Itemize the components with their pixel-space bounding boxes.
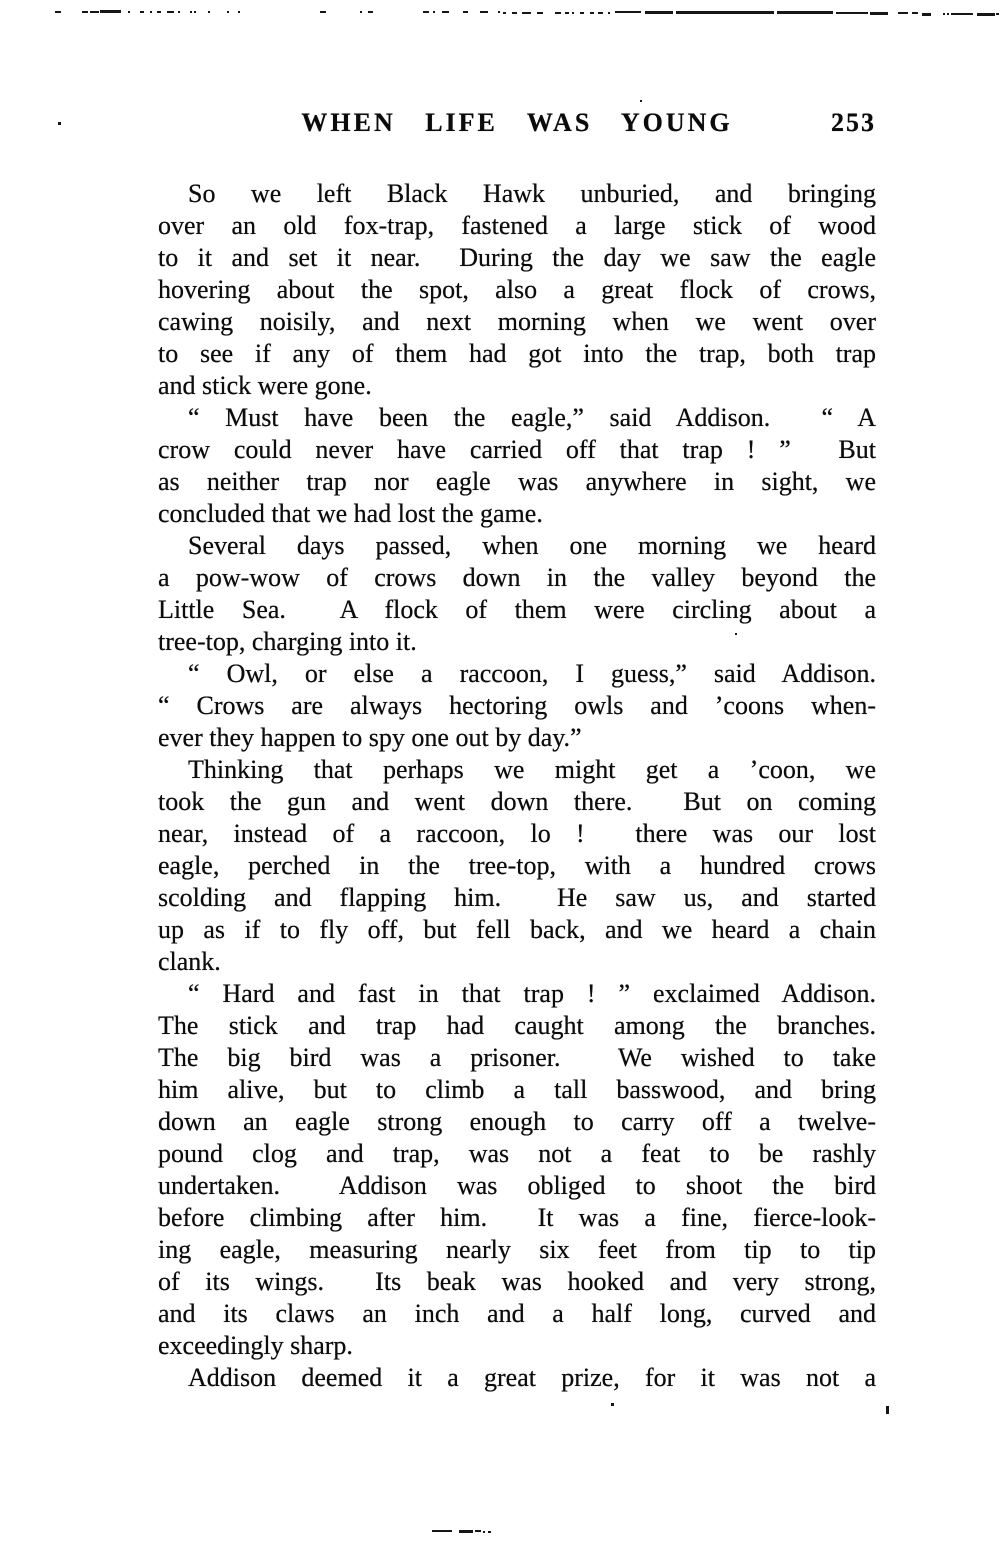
- text-line: ing eagle, measuring nearly six feet from tip to tip: [158, 1235, 876, 1264]
- scan-artifact-mark: [870, 12, 888, 15]
- text-line: cawing noisily, and next morning when we went over: [158, 307, 876, 336]
- scan-artifact-mark: [150, 11, 152, 13]
- text-line: “ Crows are always hectoring owls and ’coons when-: [158, 691, 876, 720]
- scan-artifact-mark: [943, 13, 945, 15]
- text-line: concluded that we had lost the game.: [158, 499, 543, 528]
- paragraph: [158, 178, 876, 402]
- scan-artifact-mark: [922, 13, 931, 16]
- scan-artifact-mark: [488, 1531, 491, 1533]
- paragraph: [158, 658, 876, 754]
- text-line: clank.: [158, 947, 221, 976]
- scan-artifact-mark: [611, 1403, 614, 1406]
- scan-artifact-mark: [238, 11, 240, 13]
- scan-artifact-mark: [996, 13, 999, 15]
- scan-artifact-mark: [167, 11, 174, 13]
- scan-artifact-mark: [640, 100, 642, 102]
- text-line: “ Hard and fast in that trap ! ” exclaimed Addison.: [188, 979, 876, 1008]
- scan-artifact-mark: [475, 1530, 481, 1532]
- scan-artifact-mark: [368, 11, 373, 13]
- scan-artifact-mark: [977, 13, 995, 16]
- running-head: [158, 108, 876, 144]
- scan-artifact-mark: [565, 12, 569, 14]
- text-line: Several days passed, when one morning we heard: [188, 531, 876, 560]
- scan-artifact-mark: [572, 12, 574, 14]
- scan-artifact-mark: [580, 12, 584, 14]
- scan-artifact-mark: [777, 11, 833, 14]
- scan-artifact-mark: [912, 12, 918, 14]
- scan-artifact-mark: [503, 12, 506, 14]
- scan-artifact-mark: [555, 12, 561, 14]
- scan-artifact-mark: [537, 12, 543, 14]
- scan-artifact-mark: [676, 11, 774, 14]
- scan-artifact-mark: [194, 11, 196, 13]
- scan-artifact-mark: [608, 12, 610, 14]
- scan-artifact-mark: [483, 1531, 485, 1533]
- paragraph: [158, 978, 876, 1362]
- text-line: “ Must have been the eagle,” said Addison. “ A: [188, 403, 876, 432]
- paragraph: [158, 1362, 876, 1394]
- scan-artifact-mark: [82, 11, 88, 13]
- page-title: WHEN LIFE WAS YOUNG: [301, 108, 733, 137]
- scan-artifact-mark: [590, 12, 594, 14]
- text-line: undertaken. Addison was obliged to shoot the bird: [158, 1171, 876, 1200]
- text-line: The stick and trap had caught among the branches.: [158, 1011, 876, 1040]
- scan-artifact-mark: [480, 11, 488, 13]
- scan-artifact-mark: [140, 11, 144, 13]
- text-line: him alive, but to climb a tall basswood, and bring: [158, 1075, 876, 1104]
- text-line: took the gun and went down there. But on coming: [158, 787, 876, 816]
- scan-artifact-mark: [512, 12, 517, 14]
- text-line: of its wings. Its beak was hooked and very strong,: [158, 1267, 876, 1296]
- scan-artifact-mark: [58, 122, 61, 125]
- text-line: Addison deemed it a great prize, for it was not a: [188, 1363, 876, 1392]
- text-line: eagle, perched in the tree-top, with a hundred crows: [158, 851, 876, 880]
- scan-artifact-mark: [208, 11, 210, 13]
- text-line: to see if any of them had got into the trap, both trap: [158, 339, 876, 368]
- text-line: as neither trap nor eagle was anywhere in sight, we: [158, 467, 876, 496]
- scan-artifact-mark: [645, 11, 673, 14]
- text-line: ever they happen to spy one out by day.”: [158, 723, 582, 752]
- scan-artifact-mark: [100, 10, 121, 13]
- text-line: near, instead of a raccoon, lo ! there was our lost: [158, 819, 876, 848]
- scan-artifact-mark: [463, 11, 468, 13]
- text-line: up as if to fly off, but fell back, and we heard a chain: [158, 915, 876, 944]
- text-line: a pow-wow of crows down in the valley beyond the: [158, 563, 876, 592]
- scan-artifact-mark: [898, 12, 908, 14]
- text-line: before climbing after him. It was a fine, fierce-look-: [158, 1203, 876, 1232]
- scan-artifact-mark: [836, 12, 868, 14]
- text-line: to it and set it near. During the day we saw the eagle: [158, 243, 876, 272]
- scan-artifact-mark: [522, 12, 531, 14]
- scan-artifact-mark: [190, 11, 192, 13]
- text-line: Little Sea. A flock of them were circling about a: [158, 595, 876, 624]
- scan-artifact-mark: [598, 12, 603, 14]
- text-line: hovering about the spot, also a great flock of crows,: [158, 275, 876, 304]
- scan-artifact-mark: [178, 11, 180, 13]
- scan-artifact-mark: [432, 1530, 452, 1532]
- paragraph: [158, 754, 876, 978]
- text-line: scolding and flapping him. He saw us, and started: [158, 883, 876, 912]
- scan-artifact-mark: [423, 11, 429, 13]
- scan-artifact-mark: [947, 13, 949, 15]
- text-line: and its claws an inch and a half long, curved and: [158, 1299, 876, 1328]
- scan-artifact-mark: [433, 11, 435, 13]
- scan-artifact-mark: [55, 11, 61, 13]
- text-line: down an eagle strong enough to carry off a twelve-: [158, 1107, 876, 1136]
- scan-artifact-mark: [90, 11, 99, 13]
- text-line: The big bird was a prisoner. We wished to take: [158, 1043, 876, 1072]
- text-line: over an old fox-trap, fastened a large stick of wood: [158, 211, 876, 240]
- text-block: [158, 178, 876, 1394]
- scan-artifact-mark: [227, 11, 229, 13]
- scan-artifact-mark: [951, 13, 973, 15]
- text-line: crow could never have carried off that trap ! ” But: [158, 435, 876, 464]
- scan-artifact-mark: [615, 11, 641, 13]
- scan-artifact-mark: [360, 11, 362, 13]
- scan-artifact-mark: [498, 11, 500, 13]
- scan-artifact-mark: [735, 633, 737, 635]
- text-line: “ Owl, or else a raccoon, I guess,” said Addison.: [188, 659, 876, 688]
- scan-artifact-mark: [442, 11, 449, 13]
- scan-artifact-mark: [128, 11, 130, 13]
- paragraph: [158, 530, 876, 658]
- paragraph: [158, 402, 876, 530]
- scan-artifact-mark: [157, 11, 161, 13]
- text-line: tree-top, charging into it.: [158, 627, 417, 656]
- text-line: exceedingly sharp.: [158, 1331, 353, 1360]
- text-line: Thinking that perhaps we might get a ’coon, we: [188, 755, 876, 784]
- page-number: 253: [831, 108, 876, 137]
- text-line: and stick were gone.: [158, 371, 372, 400]
- scan-artifact-mark: [320, 11, 326, 13]
- scan-artifact-mark: [459, 1530, 473, 1533]
- text-line: pound clog and trap, was not a feat to be rashly: [158, 1139, 876, 1168]
- scan-artifact-mark: [886, 1406, 889, 1414]
- text-line: So we left Black Hawk unburied, and bringing: [188, 179, 876, 208]
